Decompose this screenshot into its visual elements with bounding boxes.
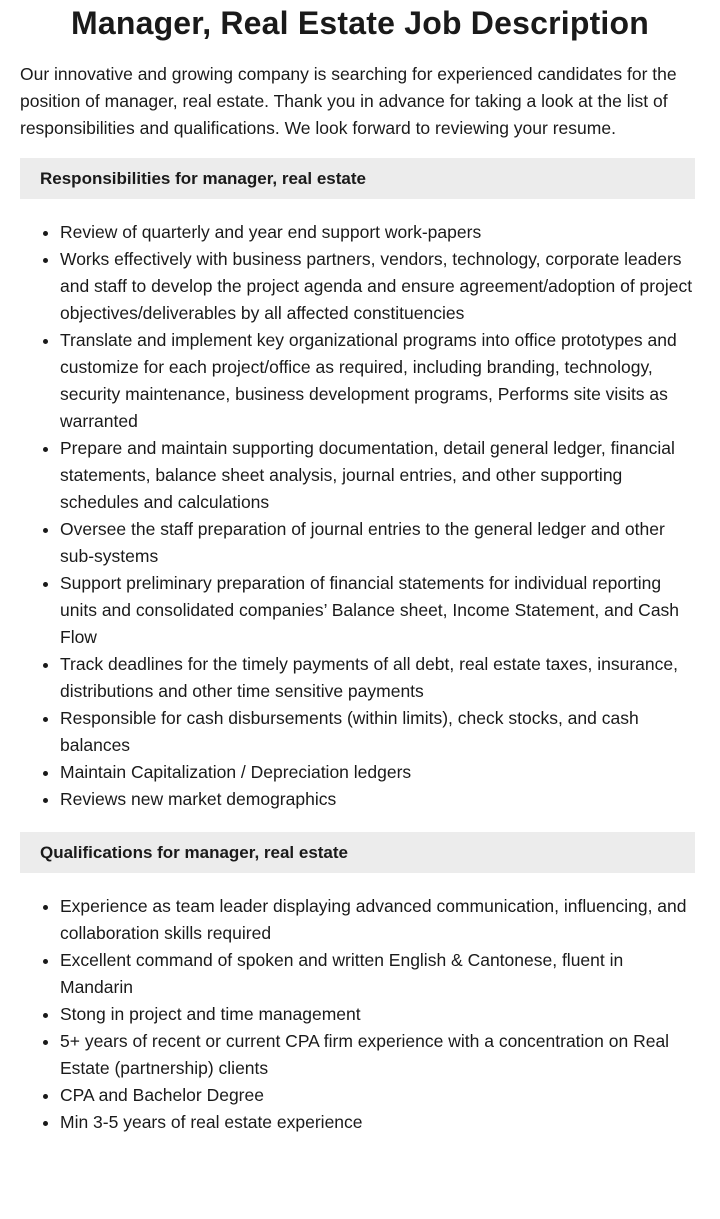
list-item: • Review of quarterly and year end support work-papers — [60, 219, 700, 246]
list-item: • 5+ years of recent or current CPA firm experience with a concentration on Real Estate (partnership) clients — [60, 1028, 700, 1082]
list-item: • Prepare and maintain supporting documentation, detail general ledger, financial statements, balance sheet analysis, journal entries, and other supporting schedules and calculations — [60, 435, 700, 516]
responsibilities-list — [0, 219, 700, 813]
intro-paragraph: Our innovative and growing company is searching for experienced candidates for the position of manager, real estate. Thank you in advance for taking a look at the list of responsibilities and qualifications. We look forward to reviewing your resume. — [20, 64, 677, 138]
list-item: • Excellent command of spoken and written English & Cantonese, fluent in Mandarin — [60, 947, 700, 1001]
list-item: • Oversee the staff preparation of journal entries to the general ledger and other sub-systems — [60, 516, 700, 570]
qualifications-heading: Qualifications for manager, real estate — [20, 832, 695, 873]
list-item: • Works effectively with business partners, vendors, technology, corporate leaders and staff to develop the project agenda and ensure agreement/adoption of project objectives/deliverables by all affected constituencies — [60, 246, 700, 327]
list-item: • Reviews new market demographics — [60, 786, 700, 813]
list-item: • Experience as team leader displaying advanced communication, influencing, and collaboration skills required — [60, 893, 700, 947]
list-item: • CPA and Bachelor Degree — [60, 1082, 700, 1109]
page-title: Manager, Real Estate Job Description — [70, 5, 650, 41]
list-item: • Min 3-5 years of real estate experience — [60, 1109, 700, 1136]
list-item: • Responsible for cash disbursements (within limits), check stocks, and cash balances — [60, 705, 700, 759]
list-item: • Stong in project and time management — [60, 1001, 700, 1028]
list-item: • Maintain Capitalization / Depreciation ledgers — [60, 759, 700, 786]
list-item: • Support preliminary preparation of financial statements for individual reporting units and consolidated companies’ Balance sheet, Income Statement, and Cash Flow — [60, 570, 700, 651]
responsibilities-heading: Responsibilities for manager, real estate — [20, 158, 695, 199]
list-item: • Translate and implement key organizational programs into office prototypes and customize for each project/office as required, including branding, technology, security maintenance, business development programs, Performs site visits as warranted — [60, 327, 700, 435]
list-item: • Track deadlines for the timely payments of all debt, real estate taxes, insurance, distributions and other time sensitive payments — [60, 651, 700, 705]
qualifications-list — [0, 893, 700, 1136]
